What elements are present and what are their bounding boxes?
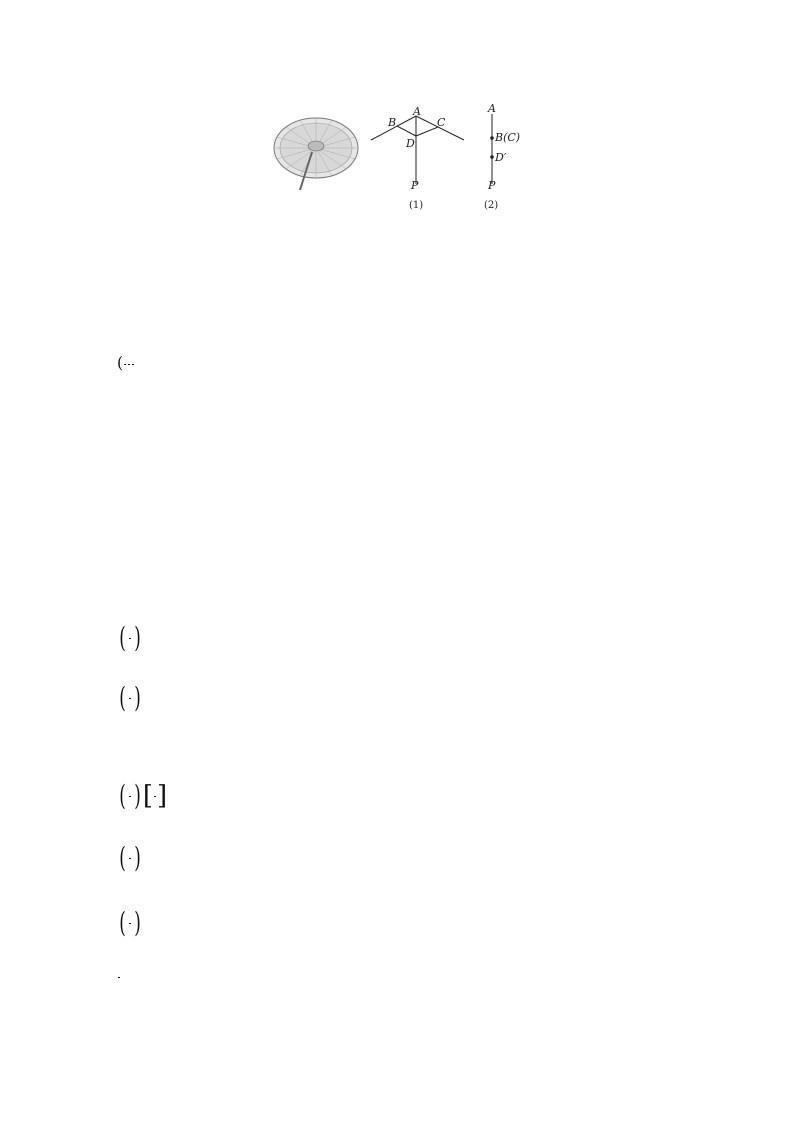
ex2-q2-line-1: ( — [117, 352, 687, 374]
label-D1: D — [406, 137, 415, 150]
label-BC2: B(C) — [495, 131, 521, 144]
tr2-p2-g: ( ) — [119, 841, 141, 874]
diagram-1 — [371, 116, 464, 184]
figures — [0, 100, 794, 218]
label-A2: A — [488, 102, 496, 115]
tr2-p2-rel: ( ) — [119, 906, 141, 939]
umbrella-image — [274, 118, 358, 190]
caption-1: (1) — [409, 200, 424, 211]
label-B1: B — [388, 116, 397, 129]
label-P1: P — [411, 179, 419, 192]
caption-2: (2) — [484, 200, 499, 211]
label-C1: C — [437, 116, 446, 129]
diagram-2 — [490, 114, 494, 184]
label-P2: P — [488, 179, 496, 192]
label-A1: A — [413, 105, 421, 118]
label-D2: D′ — [495, 151, 507, 164]
tr2-p2-f: ( )[ ] — [119, 779, 168, 812]
tr2-p2-q — [117, 965, 687, 993]
tr2-p1-g: ( ) — [119, 681, 141, 714]
tr2-p1-f: ( ) — [119, 621, 141, 654]
